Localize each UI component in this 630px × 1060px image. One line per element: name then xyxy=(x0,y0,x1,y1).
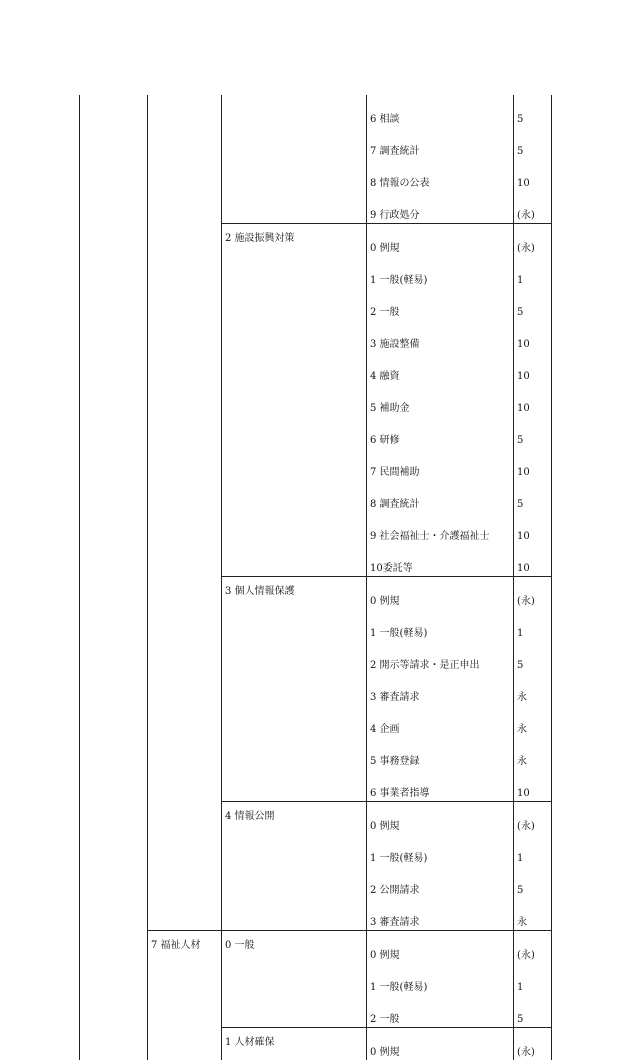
retention-period-cell: 10 xyxy=(514,512,552,544)
category-sub-cell xyxy=(148,191,222,224)
item-cell: 4 企画 xyxy=(367,705,514,737)
category-sub-cell xyxy=(148,963,222,995)
section-cell xyxy=(222,609,367,641)
section-cell xyxy=(222,352,367,384)
table-row xyxy=(80,352,552,384)
table-row xyxy=(80,224,552,257)
category-sub-cell xyxy=(148,834,222,866)
category-major-cell xyxy=(80,416,148,448)
retention-period-cell: 5 xyxy=(514,288,552,320)
section-cell xyxy=(222,512,367,544)
item-cell: 2 公開請求 xyxy=(367,866,514,898)
section-cell: 0 一般 xyxy=(222,931,367,964)
retention-period-cell: 永 xyxy=(514,737,552,769)
category-major-cell xyxy=(80,288,148,320)
table-row xyxy=(80,802,552,835)
table-row xyxy=(80,641,552,673)
section-cell xyxy=(222,737,367,769)
item-cell: 7 民間補助 xyxy=(367,448,514,480)
table-row xyxy=(80,480,552,512)
item-cell: 0 例規 xyxy=(367,577,514,610)
item-cell: 8 情報の公表 xyxy=(367,159,514,191)
category-major-cell xyxy=(80,95,148,127)
category-major-cell xyxy=(80,384,148,416)
category-sub-cell xyxy=(148,609,222,641)
category-major-cell xyxy=(80,609,148,641)
table-row xyxy=(80,288,552,320)
section-cell xyxy=(222,995,367,1028)
retention-period-cell: 10 xyxy=(514,384,552,416)
category-major-cell xyxy=(80,127,148,159)
table-row xyxy=(80,866,552,898)
table-row xyxy=(80,127,552,159)
section-cell xyxy=(222,834,367,866)
item-cell: 9 社会福祉士・介護福祉士 xyxy=(367,512,514,544)
item-cell: 9 行政処分 xyxy=(367,191,514,224)
category-major-cell xyxy=(80,544,148,577)
category-major-cell xyxy=(80,577,148,610)
category-sub-cell xyxy=(148,480,222,512)
section-cell xyxy=(222,416,367,448)
retention-period-cell: 10 xyxy=(514,320,552,352)
category-major-cell xyxy=(80,224,148,257)
item-cell: 10委託等 xyxy=(367,544,514,577)
section-cell: 1 人材確保 xyxy=(222,1028,367,1060)
section-cell xyxy=(222,673,367,705)
table-row xyxy=(80,416,552,448)
category-sub-cell xyxy=(148,737,222,769)
category-sub-cell: 7 福祉人材 xyxy=(148,931,222,964)
item-cell: 6 研修 xyxy=(367,416,514,448)
retention-period-cell: 5 xyxy=(514,866,552,898)
section-cell: 4 情報公開 xyxy=(222,802,367,835)
category-sub-cell xyxy=(148,641,222,673)
item-cell: 3 施設整備 xyxy=(367,320,514,352)
section-cell xyxy=(222,544,367,577)
table-row xyxy=(80,963,552,995)
item-cell: 6 相談 xyxy=(367,95,514,127)
category-sub-cell xyxy=(148,1028,222,1060)
table-row xyxy=(80,191,552,224)
category-sub-cell xyxy=(148,577,222,610)
category-sub-cell xyxy=(148,416,222,448)
table-row xyxy=(80,1028,552,1060)
category-sub-cell xyxy=(148,866,222,898)
retention-period-cell: 5 xyxy=(514,416,552,448)
retention-period-cell: 永 xyxy=(514,705,552,737)
category-sub-cell xyxy=(148,448,222,480)
category-major-cell xyxy=(80,641,148,673)
retention-period-cell: 10 xyxy=(514,544,552,577)
category-sub-cell xyxy=(148,288,222,320)
item-cell: 2 一般 xyxy=(367,288,514,320)
item-cell: 5 事務登録 xyxy=(367,737,514,769)
category-major-cell xyxy=(80,963,148,995)
category-major-cell xyxy=(80,1028,148,1060)
item-cell: 8 調査統計 xyxy=(367,480,514,512)
table-row xyxy=(80,448,552,480)
category-major-cell xyxy=(80,448,148,480)
section-cell xyxy=(222,705,367,737)
table-row xyxy=(80,609,552,641)
category-major-cell xyxy=(80,802,148,835)
category-major-cell xyxy=(80,352,148,384)
retention-period-cell: (永) xyxy=(514,931,552,964)
category-sub-cell xyxy=(148,159,222,191)
retention-period-cell: 10 xyxy=(514,448,552,480)
table-row xyxy=(80,256,552,288)
retention-period-cell: 5 xyxy=(514,480,552,512)
category-major-cell xyxy=(80,995,148,1028)
retention-period-cell: (永) xyxy=(514,802,552,835)
item-cell: 7 調査統計 xyxy=(367,127,514,159)
table-row xyxy=(80,384,552,416)
retention-period-cell: 1 xyxy=(514,609,552,641)
retention-period-cell: 5 xyxy=(514,995,552,1028)
retention-period-cell: 10 xyxy=(514,769,552,802)
item-cell: 0 例規 xyxy=(367,931,514,964)
retention-period-cell: 10 xyxy=(514,159,552,191)
category-sub-cell xyxy=(148,995,222,1028)
table-row xyxy=(80,512,552,544)
retention-period-cell: (永) xyxy=(514,191,552,224)
category-sub-cell xyxy=(148,95,222,127)
category-major-cell xyxy=(80,834,148,866)
category-major-cell xyxy=(80,320,148,352)
table-row xyxy=(80,931,552,964)
section-cell xyxy=(222,384,367,416)
item-cell: 2 開示等請求・是正申出 xyxy=(367,641,514,673)
category-major-cell xyxy=(80,480,148,512)
section-cell xyxy=(222,769,367,802)
category-sub-cell xyxy=(148,802,222,835)
item-cell: 1 一般(軽易) xyxy=(367,609,514,641)
category-sub-cell xyxy=(148,256,222,288)
section-cell xyxy=(222,159,367,191)
section-cell xyxy=(222,480,367,512)
category-major-cell xyxy=(80,705,148,737)
category-major-cell xyxy=(80,737,148,769)
retention-period-cell: 5 xyxy=(514,95,552,127)
section-cell xyxy=(222,191,367,224)
category-sub-cell xyxy=(148,384,222,416)
table-row xyxy=(80,95,552,127)
category-sub-cell xyxy=(148,512,222,544)
item-cell: 0 例規 xyxy=(367,224,514,257)
retention-period-cell: 永 xyxy=(514,673,552,705)
section-cell xyxy=(222,127,367,159)
table-row xyxy=(80,577,552,610)
table-row xyxy=(80,769,552,802)
category-major-cell xyxy=(80,769,148,802)
item-cell: 3 審査請求 xyxy=(367,673,514,705)
retention-period-cell: (永) xyxy=(514,224,552,257)
category-major-cell xyxy=(80,512,148,544)
retention-schedule-table xyxy=(79,95,552,1060)
section-cell xyxy=(222,963,367,995)
retention-period-cell: 1 xyxy=(514,963,552,995)
table-row xyxy=(80,834,552,866)
category-major-cell xyxy=(80,159,148,191)
category-sub-cell xyxy=(148,224,222,257)
retention-period-cell: 5 xyxy=(514,127,552,159)
category-major-cell xyxy=(80,191,148,224)
category-sub-cell xyxy=(148,705,222,737)
section-cell xyxy=(222,95,367,127)
item-cell: 0 例規 xyxy=(367,1028,514,1060)
retention-period-cell: (永) xyxy=(514,1028,552,1060)
retention-period-cell: 5 xyxy=(514,641,552,673)
section-cell xyxy=(222,448,367,480)
section-cell xyxy=(222,320,367,352)
table-row xyxy=(80,673,552,705)
section-cell xyxy=(222,256,367,288)
category-major-cell xyxy=(80,256,148,288)
retention-period-cell: 1 xyxy=(514,834,552,866)
category-major-cell xyxy=(80,866,148,898)
item-cell: 2 一般 xyxy=(367,995,514,1028)
table-row xyxy=(80,320,552,352)
section-cell xyxy=(222,866,367,898)
item-cell: 1 一般(軽易) xyxy=(367,256,514,288)
item-cell: 1 一般(軽易) xyxy=(367,834,514,866)
table-row xyxy=(80,737,552,769)
retention-period-cell: (永) xyxy=(514,577,552,610)
category-sub-cell xyxy=(148,352,222,384)
table-row xyxy=(80,705,552,737)
table-row xyxy=(80,544,552,577)
item-cell: 6 事業者指導 xyxy=(367,769,514,802)
item-cell: 1 一般(軽易) xyxy=(367,963,514,995)
category-major-cell xyxy=(80,673,148,705)
section-cell xyxy=(222,288,367,320)
section-cell xyxy=(222,641,367,673)
item-cell: 0 例規 xyxy=(367,802,514,835)
section-cell: 2 施設振興対策 xyxy=(222,224,367,257)
category-major-cell xyxy=(80,931,148,964)
section-cell: 3 個人情報保護 xyxy=(222,577,367,610)
item-cell: 3 審査請求 xyxy=(367,898,514,931)
table-row xyxy=(80,159,552,191)
retention-period-cell: 10 xyxy=(514,352,552,384)
item-cell: 5 補助金 xyxy=(367,384,514,416)
item-cell: 4 融資 xyxy=(367,352,514,384)
category-sub-cell xyxy=(148,127,222,159)
category-sub-cell xyxy=(148,544,222,577)
table-row xyxy=(80,995,552,1028)
retention-period-cell: 永 xyxy=(514,898,552,931)
category-sub-cell xyxy=(148,673,222,705)
retention-period-cell: 1 xyxy=(514,256,552,288)
category-sub-cell xyxy=(148,769,222,802)
category-sub-cell xyxy=(148,320,222,352)
